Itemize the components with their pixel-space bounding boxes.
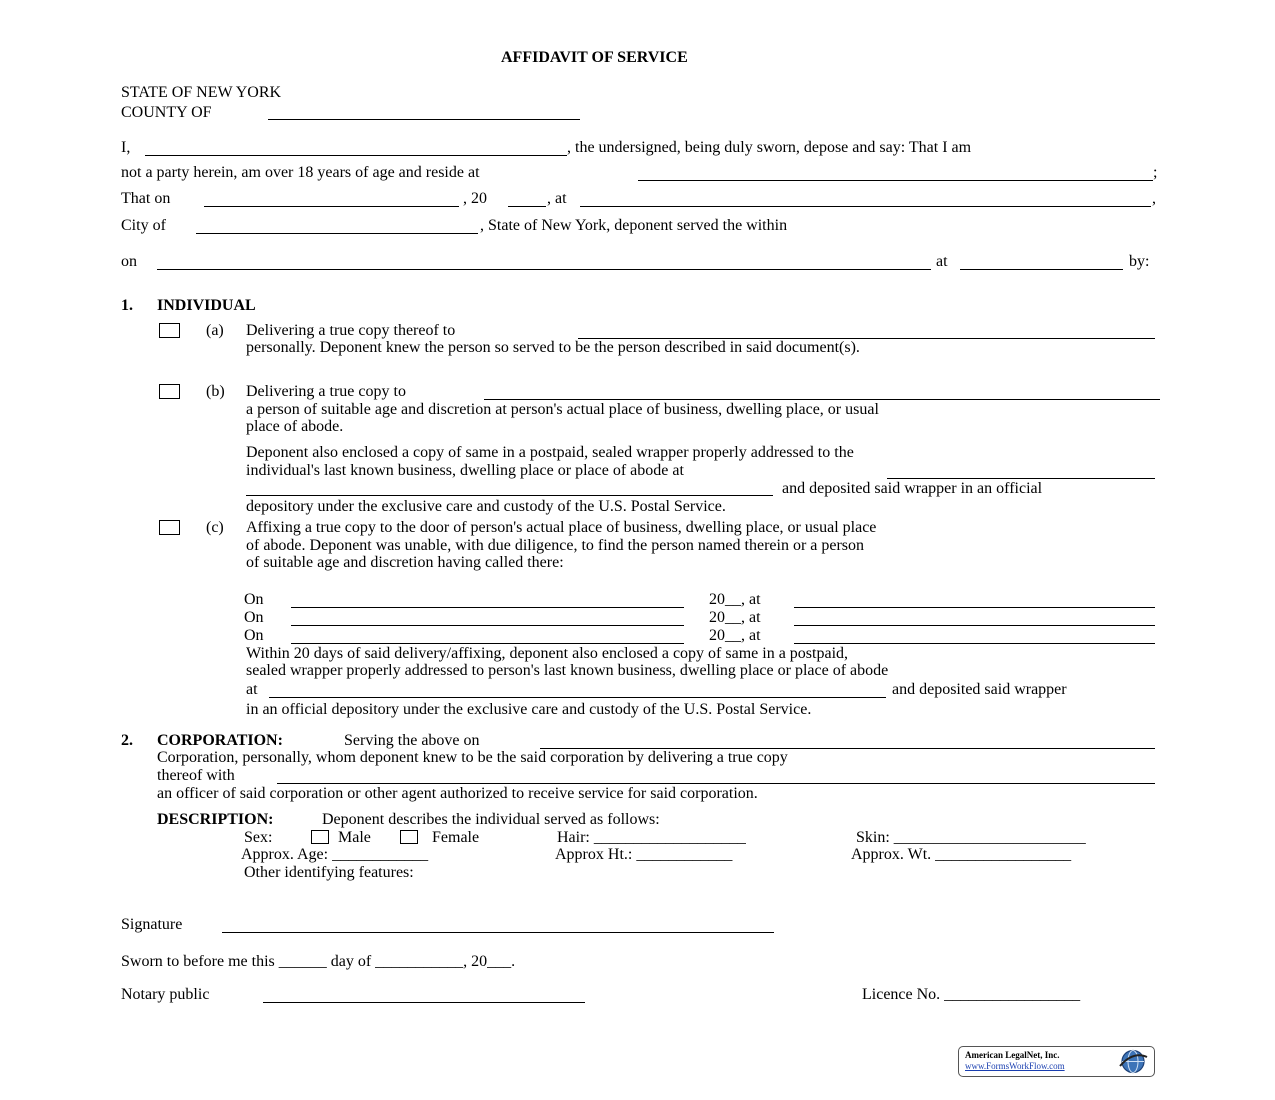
individual-heading: INDIVIDUAL (157, 297, 256, 314)
corporation-line3: thereof with (157, 767, 235, 784)
attempt3-time-field[interactable] (794, 643, 1155, 644)
served-at-field[interactable] (960, 269, 1123, 270)
sworn-line: Sworn to before me this ______ day of ___________, 20___. (121, 953, 516, 970)
service-date-field[interactable] (204, 206, 459, 207)
female-checkbox[interactable] (400, 830, 418, 844)
i-label: I, (121, 139, 131, 156)
served-document-field[interactable] (157, 269, 931, 270)
party-text: not a party herein, am over 18 years of age and reside at (121, 164, 480, 181)
signature-label: Signature (121, 916, 183, 933)
on-label: on (121, 253, 137, 270)
option-c-line3: of suitable age and discretion having called there: (246, 554, 564, 571)
sex-label: Sex: (244, 829, 273, 846)
height-field[interactable]: Approx Ht.: ____________ (555, 846, 733, 863)
city-field[interactable] (196, 233, 478, 234)
state-text: , State of New York, deponent served the within (480, 217, 788, 234)
deponent-name-field[interactable] (145, 155, 567, 156)
attempt2-year-at: 20__, at (709, 609, 761, 626)
option-b-line3: place of abode. (246, 418, 344, 435)
option-c-label: (c) (206, 519, 224, 536)
option-b-address-field-1[interactable] (887, 478, 1155, 479)
logo-url[interactable]: www.FormsWorkFlow.com (965, 1061, 1065, 1071)
document-title: AFFIDAVIT OF SERVICE (501, 49, 688, 66)
county-field[interactable] (268, 119, 580, 120)
corporation-line4: an officer of said corporation or other agent authorized to receive service for said corporation. (157, 785, 758, 802)
option-b-line5: individual's last known business, dwelling place or place of abode at (246, 462, 684, 479)
male-label: Male (338, 829, 371, 846)
individual-number: 1. (121, 297, 133, 314)
option-c-line1: Affixing a true copy to the door of person's actual place of business, dwelling place, or usual place (246, 519, 877, 536)
option-a-checkbox[interactable] (159, 323, 180, 338)
attempt1-year-at: 20__, at (709, 591, 761, 608)
attempt3-on-label: On (244, 627, 264, 644)
female-label: Female (432, 829, 480, 846)
option-b-line4: Deponent also enclosed a copy of same in a postpaid, sealed wrapper properly addressed to the (246, 444, 854, 461)
globe-icon (1116, 1048, 1150, 1075)
description-intro: Deponent describes the individual served as follows: (322, 811, 660, 828)
semicolon: ; (1153, 164, 1158, 181)
logo-name: American LegalNet, Inc. (965, 1050, 1060, 1060)
notary-label: Notary public (121, 986, 210, 1003)
male-checkbox[interactable] (311, 830, 329, 844)
corporation-heading: CORPORATION: (157, 732, 283, 749)
option-c-checkbox[interactable] (159, 520, 180, 535)
at-label: , at (547, 190, 567, 207)
option-c-address-field[interactable] (269, 697, 886, 698)
state-label: STATE OF NEW YORK (121, 84, 282, 101)
option-c-line7: in an official depository under the exclusive care and custody of the U.S. Postal Service. (246, 701, 812, 718)
hair-field[interactable]: Hair: ___________________ (557, 829, 746, 846)
option-b-recipient-field[interactable] (484, 399, 1160, 400)
notary-field[interactable] (263, 1002, 585, 1003)
attempt2-date-field[interactable] (291, 625, 684, 626)
attempt1-date-field[interactable] (291, 607, 684, 608)
year-prefix: , 20 (463, 190, 487, 207)
option-b-line1: Delivering a true copy to (246, 383, 406, 400)
option-c-line6: and deposited said wrapper (892, 681, 1067, 698)
city-label: City of (121, 217, 166, 234)
corporation-number: 2. (121, 732, 133, 749)
option-b-line6: and deposited said wrapper in an official (782, 480, 1043, 497)
option-b-label: (b) (206, 383, 225, 400)
other-features-label: Other identifying features: (244, 864, 414, 881)
attempt1-on-label: On (244, 591, 264, 608)
option-a-label: (a) (206, 322, 224, 339)
option-a-line2: personally. Deponent knew the person so served to be the person described in said document(s). (246, 339, 860, 356)
by-label: by: (1129, 253, 1150, 270)
option-c-line2: of abode. Deponent was unable, with due diligence, to find the person named therein or a person (246, 537, 865, 554)
weight-field[interactable]: Approx. Wt. _________________ (851, 846, 1072, 863)
attempt2-on-label: On (244, 609, 264, 626)
at2-label: at (936, 253, 948, 270)
corporation-officer-field[interactable] (277, 783, 1155, 784)
option-b-address-field-2[interactable] (246, 495, 773, 496)
option-c-line5: sealed wrapper properly addressed to person's last known business, dwelling place or place of abode (246, 662, 889, 679)
attempt3-year-at: 20__, at (709, 627, 761, 644)
service-year-field[interactable] (508, 206, 546, 207)
corporation-line1: Serving the above on (344, 732, 480, 749)
option-b-line2: a person of suitable age and discretion at person's actual place of business, dwelling place, or usual (246, 401, 879, 418)
signature-field[interactable] (222, 932, 774, 933)
skin-field[interactable]: Skin: ________________________ (856, 829, 1086, 846)
option-b-line7: depository under the exclusive care and custody of the U.S. Postal Service. (246, 498, 726, 515)
option-b-checkbox[interactable] (159, 384, 180, 399)
service-time-field[interactable] (580, 206, 1151, 207)
attempt2-time-field[interactable] (794, 625, 1155, 626)
corporation-line2: Corporation, personally, whom deponent knew to be the said corporation by delivering a true copy (157, 749, 788, 766)
that-on-label: That on (121, 190, 171, 207)
attempt1-time-field[interactable] (794, 607, 1155, 608)
county-label: COUNTY OF (121, 104, 212, 121)
comma: , (1152, 190, 1156, 207)
option-a-line1: Delivering a true copy thereof to (246, 322, 456, 339)
licence-field[interactable]: Licence No. _________________ (862, 986, 1081, 1003)
option-c-at: at (246, 681, 258, 698)
publisher-logo (958, 1046, 1155, 1077)
residence-field[interactable] (638, 180, 1153, 181)
description-heading: DESCRIPTION: (157, 811, 274, 828)
sworn-text: , the undersigned, being duly sworn, depose and say: That I am (567, 139, 972, 156)
attempt3-date-field[interactable] (291, 643, 684, 644)
age-field[interactable]: Approx. Age: ____________ (241, 846, 429, 863)
option-c-line4: Within 20 days of said delivery/affixing, deponent also enclosed a copy of same in a postpaid, (246, 645, 849, 662)
